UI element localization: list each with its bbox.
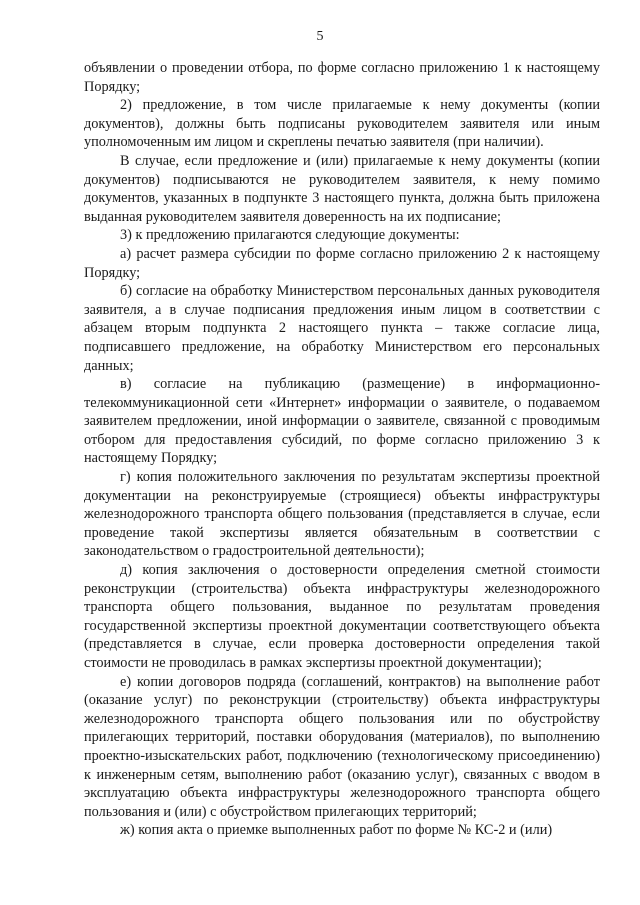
- paragraph-subitem-g: г) копия положительного заключения по результатам экспертизы проектной документации на реконструируемые (строящиеся) объекты инфраструктуры железнодорожного транспорта общего пользования (представляется в случае, если проведение такой экспертизы является обязательным в соответствии с законодательством о градостроительной деятельности);: [84, 469, 600, 560]
- paragraph-subitem-v: в) согласие на публикацию (размещение) в информационно-телекоммуникационной сети «Интернет» информации о заявителе, о подаваемом заявителем предложении, иной информации о заявителе, связанной с проводимым отбором для предоставления субсидий, по форме согласно приложению 3 к настоящему Порядку;: [84, 376, 600, 467]
- paragraph-item-3: 3) к предложению прилагаются следующие документы:: [120, 227, 460, 244]
- document-body: [84, 59, 600, 840]
- paragraph-subitem-b: б) согласие на обработку Министерством персональных данных руководителя заявителя, а в случае подписания предложения иным лицом в соответствии с абзацем вторым подпункта 2 настоящего пункта – также согласие лица, подписавшего предложение, на обработку Министерством его персональных данных;: [84, 283, 600, 374]
- paragraph-item-2: 2) предложение, в том числе прилагаемые к нему документы (копии документов), должны быть подписаны руководителем заявителя или иным уполномоченным им лицом и скреплены печатью заявителя (при наличии).: [84, 97, 600, 151]
- paragraph-power-of-attorney: В случае, если предложение и (или) прилагаемые к нему документы (копии документов) подписываются не руководителем заявителя, к нему помимо документов, указанных в подпункте 3 настоящего пункта, должна быть приложена выданная руководителем заявителя доверенность на их подписание;: [84, 152, 600, 225]
- paragraph-subitem-e: е) копии договоров подряда (соглашений, контрактов) на выполнение работ (оказание услуг) по реконструкции (строительству) объекта инфраструктуры железнодорожного транспорта общего пользования или по обустройству прилегающих территорий, поставки оборудования (материалов), по выполнению проектно-изыскательских работ, подключению (технологическому присоединению) к инженерным сетям, выполнению работ (оказанию услуг), связанных с вводом в эксплуатацию объекта инфраструктуры железнодорожного транспорта общего пользования и (или) с обустройством прилегающих территорий;: [84, 673, 600, 820]
- paragraph-subitem-zh: ж) копия акта о приемке выполненных работ по форме № КС-2 и (или): [120, 822, 553, 839]
- paragraph-subitem-a: а) расчет размера субсидии по форме согласно приложению 2 к настоящему Порядку;: [84, 245, 600, 281]
- page-number: 5: [316, 29, 324, 44]
- paragraph-continuation: объявлении о проведении отбора, по форме согласно приложению 1 к настоящему Порядку;: [84, 60, 600, 95]
- paragraph-subitem-d: д) копия заключения о достоверности определения сметной стоимости реконструкции (строительства) объекта инфраструктуры железнодорожного транспорта общего пользования, выданное по результатам проведения государственной экспертизы проектной документации соответствующего объекта (представляется в случае, если проверка достоверности определения такой стоимости не проводилась в рамках экспертизы проектной документации);: [84, 562, 600, 671]
